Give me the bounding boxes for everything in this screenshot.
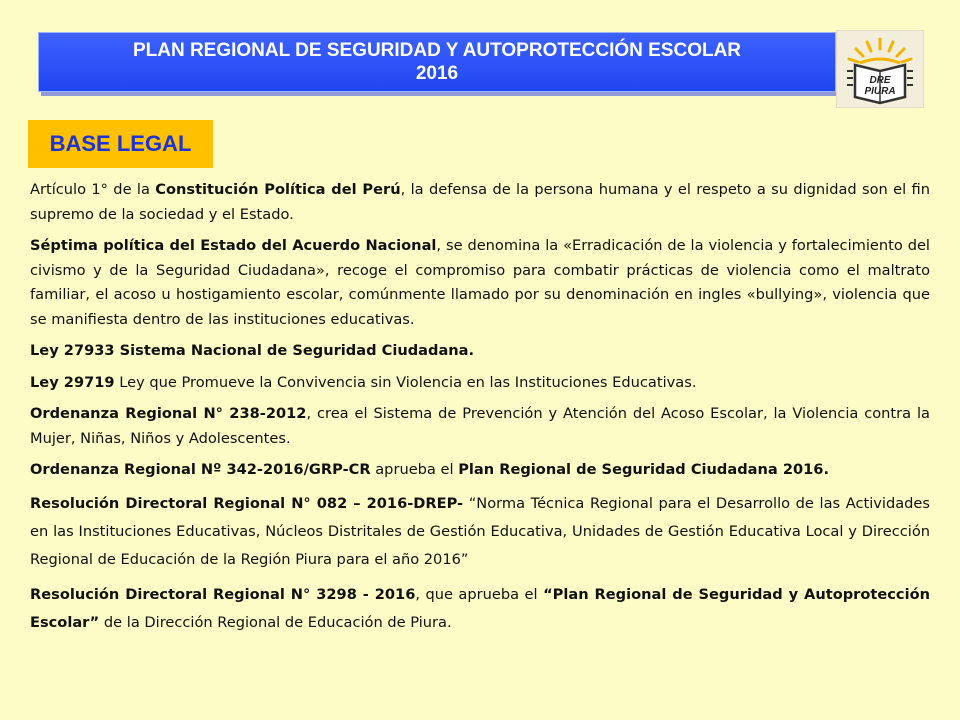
logo-text-dre: DRE	[869, 75, 891, 86]
paragraph-rdr-3298	[30, 581, 930, 637]
page-title-line1: PLAN REGIONAL DE SEGURIDAD Y AUTOPROTECCIÓN ESCOLAR	[132, 40, 742, 61]
paragraph-rdr-082	[30, 490, 930, 574]
book-sun-icon	[837, 31, 923, 107]
paragraph-acuerdo-nacional	[30, 234, 930, 332]
page-title-line2: 2016	[415, 63, 459, 84]
text: Artículo 1° de la	[30, 181, 156, 198]
text-bold: Séptima política del Estado del Acuerdo Nacional	[30, 237, 437, 254]
text-bold: Plan Regional de Seguridad Ciudadana 2016.	[458, 461, 829, 478]
text: “Norma Técnica Regional para el Desarrollo de las Actividades en las Instituciones Educativas, Núcleos Distritales de Gestión Educativa, Unidades de Gestión Educativa Local y Dirección Regional de Educación de la Región Piura para el año 2016”	[30, 494, 930, 568]
text-bold: Ordenanza Regional N° 238-2012	[30, 405, 307, 422]
paragraph-ley-29719	[30, 371, 930, 396]
text-bold: Ley 29719	[30, 373, 115, 391]
paragraph-ordenanza-238	[30, 402, 930, 451]
text-bold: Ley 27933 Sistema Nacional de Seguridad Ciudadana.	[30, 342, 475, 359]
text: , se denomina la «Erradicación de la violencia y fortalecimiento del civismo y de la Seguridad Ciudadana», recoge el compromiso para combatir prácticas de violencia como el maltrato familiar, el acoso u hostigamiento escolar, comúnmente llamado por su denominación en ingles «bullying», violencia que se manifiesta dentro de las instituciones educativas.	[30, 237, 930, 328]
text: , la defensa de la persona humana y el respeto a su dignidad son el fin supremo de la sociedad y el Estado.	[30, 181, 930, 223]
paragraph-ordenanza-342	[30, 458, 930, 483]
page-title-banner	[38, 32, 836, 92]
text-bold: Resolución Directoral Regional N° 3298 - 2016	[30, 585, 416, 603]
dre-piura-logo	[836, 30, 924, 108]
text-bold: Constitución Política del Perú	[155, 181, 401, 198]
text: de la Dirección Regional de Educación de Piura.	[99, 613, 452, 631]
text: aprueba el	[370, 461, 459, 478]
paragraph-constitucion	[30, 178, 930, 227]
text-bold: “Plan Regional de Seguridad y Autoprotección Escolar”	[30, 585, 930, 631]
paragraph-ley-27933	[30, 339, 930, 364]
legal-basis-content	[30, 178, 930, 644]
logo-text-piura: PIURA	[864, 86, 896, 97]
text: , crea el Sistema de Prevención y Atención del Acoso Escolar, la Violencia contra la Mujer, Niñas, Niños y Adolescentes.	[30, 405, 930, 447]
text-bold: Ordenanza Regional Nº 342-2016/GRP-CR	[30, 461, 371, 478]
text: Ley que Promueve la Convivencia sin Violencia en las Instituciones Educativas.	[114, 373, 697, 391]
text-bold: Resolución Directoral Regional N° 082 – 2016-DREP-	[30, 494, 464, 512]
section-label: BASE LEGAL	[28, 120, 213, 168]
text: , que aprueba el	[415, 585, 544, 603]
